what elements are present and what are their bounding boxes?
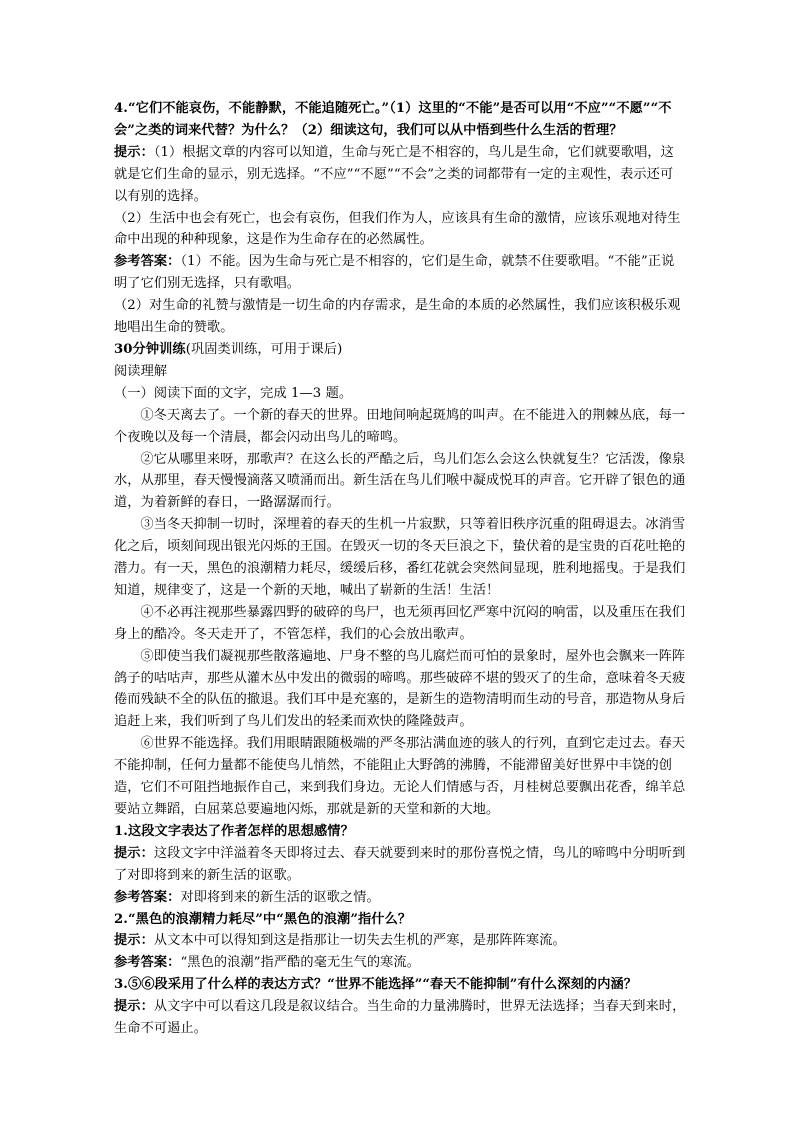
question-4: 4.“它们不能哀伤，不能静默，不能追随死亡。”（1）这里的“不能”是否可以用“不应”“不愿”“不会”之类的词来代替？为什么？（2）细读这句，我们可以从中悟到些什么生活的哲理？ xyxy=(114,101,672,138)
q2-answer xyxy=(114,952,686,974)
q4-hint-1 xyxy=(114,142,686,208)
question-1: 1.这段文字表达了作者怎样的思想感情？ xyxy=(114,823,354,839)
q3-hint xyxy=(114,996,686,1040)
hint-text: 从文本中可以得知到这是指那让一切失去生机的严寒，是那阵阵寒流。 xyxy=(153,933,566,949)
passage-paragraph-6: ⑥世界不能选择。我们用眼睛跟随极端的严冬那沾满血迹的骇人的行列，直到它走过去。春天不能抑制，任何力量都不能使鸟儿悄然，不能阻止大野鸽的沸腾，不能滞留美好世界中丰饶的创造，它们不可阻挡地振作自己，来到我们身边。无论人们情感与否，月桂树总要飘出花香，绵羊总要站立舞蹈，白屈菜总要遍地闪烁，那就是新的天堂和新的大地。 xyxy=(114,736,686,817)
document-page xyxy=(114,98,686,1040)
passage-paragraph-4: ④不必再注视那些暴露四野的破碎的鸟尸，也无须再回忆严寒中沉闷的响雷，以及重压在我们身上的酷冷。冬天走开了，不管怎样，我们的心会放出歌声。 xyxy=(114,604,686,642)
question-2: 2.“黑色的浪潮精力耗尽”中“黑色的浪潮”指什么？ xyxy=(114,911,412,927)
passage-paragraph-1: ①冬天离去了。一个新的春天的世界。田地间响起斑鸠的叫声。在不能进入的荆棘丛底，每一个夜晚以及每一个清晨，都会闪动出鸟儿的啼鸣。 xyxy=(114,407,686,445)
hint-text: （1）根据文章的内容可以知道，生命与死亡是不相容的，鸟儿是生命，它们就要歌唱，这就是它们生命的显示，别无选择。“不应”“不愿”“不会”之类的词都带有一定的主观性，表示还可以有别的选择。 xyxy=(114,144,674,204)
section-title-rest: (巩固类训练，可用于课后) xyxy=(185,341,343,357)
answer-text: “黑色的浪潮”指严酷的毫无生气的寒流。 xyxy=(180,955,421,971)
section-title-bold: 30分钟训练 xyxy=(114,341,186,357)
q4-answer-1 xyxy=(114,251,686,295)
hint-label: 提示： xyxy=(114,144,154,160)
q2-hint xyxy=(114,930,686,952)
q4-answer-2: （2）对生命的礼赞与激情是一切生命的内存需求，是生命的本质的必然属性，我们应该积极乐观地唱出生命的赞歌。 xyxy=(114,298,681,336)
section-title xyxy=(114,339,686,361)
section-subtitle: 阅读理解 xyxy=(114,363,168,379)
hint-text: 从文字中可以看这几段是叙议结合。当生命的力量沸腾时，世界无法选择；当春天到来时，生命不可遏止。 xyxy=(114,999,686,1037)
q1-answer xyxy=(114,887,686,909)
answer-label: 参考答案： xyxy=(114,889,181,905)
hint-label: 提示： xyxy=(114,845,154,861)
q4-hint-2: （2）生活中也会有死亡，也会有哀伤，但我们作为人，应该具有生命的激情，应该乐观地对待生命中出现的种种现象，这是作为生命存在的必然属性。 xyxy=(114,210,681,248)
q1-hint xyxy=(114,843,686,887)
answer-label: 参考答案： xyxy=(114,254,181,270)
hint-label: 提示： xyxy=(114,933,154,949)
section-intro: （一）阅读下面的文字，完成 1—3 题。 xyxy=(114,385,353,401)
passage-paragraph-2: ②它从哪里来呀，那歌声？在这么长的严酷之后，鸟儿们怎么会这么快就复生？它活泼，像泉水，从那里，春天慢慢滴落又喷涌而出。新生活在鸟儿们喉中凝成悦耳的声音。它开辟了银色的通道，为着新鲜的春日，一路潺潺而行。 xyxy=(114,451,686,511)
hint-label: 提示： xyxy=(114,999,154,1015)
passage-paragraph-5: ⑤即使当我们凝视那些散落遍地、尸身不整的鸟儿腐烂而可怕的景象时，屋外也会飘来一阵阵鸽子的咕咕声，那些从灌木丛中发出的微弱的啼鸣。那些破碎不堪的毁灭了的生命，意味着冬天疲倦而残缺不全的队伍的撤退。我们耳中是充塞的，是新生的造物清明而生动的号音，那造物从身后追赶上来，我们听到了鸟儿们发出的轻柔而欢快的隆隆鼓声。 xyxy=(114,648,686,730)
question-3: 3.⑤⑥段采用了什么样的表达方式？“世界不能选择”“春天不能抑制”有什么深刻的内涵？ xyxy=(114,977,638,993)
answer-text: （1）不能。因为生命与死亡是不相容的，它们是生命，就禁不住要歌唱。“不能”正说明了它们别无选择，只有歌唱。 xyxy=(114,254,675,292)
passage-paragraph-3: ③当冬天抑制一切时，深埋着的春天的生机一片寂默，只等着旧秩序沉重的阻碍退去。冰消雪化之后，顷刻间现出银光闪烁的王国。在毁灭一切的冬天巨浪之下，蛰伏着的是宝贵的百花吐艳的潜力。有一天，黑色的浪潮精力耗尽，缓缓后移，番红花就会突然间显现，胜利地摇曳。于是我们知道，规律变了，这是一个新的天地，喊出了崭新的生活！生活！ xyxy=(114,517,686,598)
answer-label: 参考答案： xyxy=(114,955,181,971)
answer-text: 对即将到来的新生活的讴歌之情。 xyxy=(180,889,380,905)
hint-text: 这段文字中洋溢着冬天即将过去、春天就要到来时的那份喜悦之情，鸟儿的啼鸣中分明听到了对即将到来的新生活的讴歌。 xyxy=(114,845,686,883)
